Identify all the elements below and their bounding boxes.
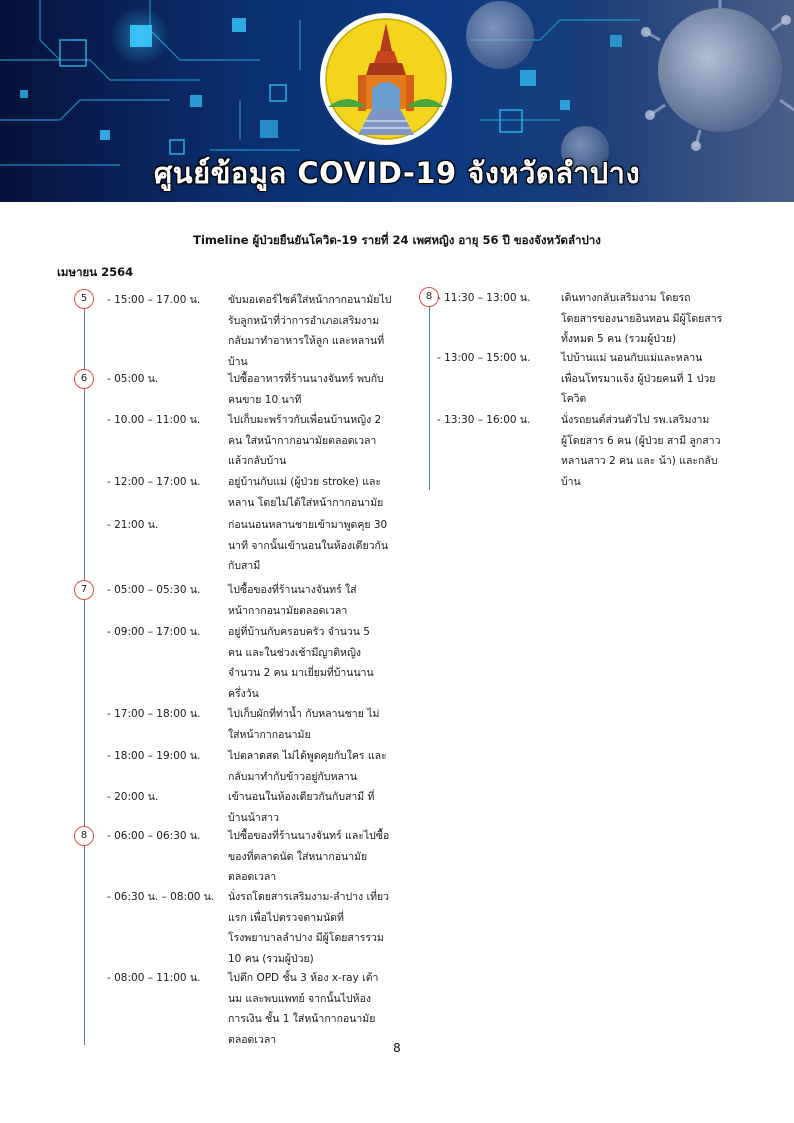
description-line: จำนวน 2 คน มาเยี่ยมที่บ้านนาน (228, 667, 374, 680)
day-marker-7: 7 (74, 580, 94, 600)
entry-description (228, 746, 398, 787)
description-line: อยู่ที่บ้านกับครอบครัว จำนวน 5 (228, 626, 370, 638)
entry-description (228, 826, 398, 888)
description-line: นม และพบแพทย์ จากนั้นไปห้อง (228, 992, 372, 1005)
description-line: ไปซื้อของที่ร้านนางจันทร์ ใส่ (228, 584, 357, 596)
description-line: นาที จากนั้นเข้านอนในห้องเดียวกัน (228, 539, 389, 552)
entry-time: - 05:00 – 05:30 น. (107, 584, 201, 596)
entry-time: - 13:30 – 16:00 น. (437, 414, 531, 426)
description-line: การเงิน ชั้น 1 ใส่หน้ากากอนามัย (228, 1013, 376, 1026)
description-line: หลานสาว 2 คน และ น้า) และกลับ (561, 455, 718, 468)
entry-time: - 21:00 น. (107, 519, 159, 531)
description-line: ไปเก็บผักที่ท่าน้ำ กับหลานชาย ไม่ (228, 708, 380, 720)
description-line: แล้วกลับบ้าน (228, 455, 287, 468)
day-marker-8: 8 (74, 826, 94, 846)
entry-time: - 05:00 น. (107, 373, 159, 385)
left-timeline-line (84, 300, 85, 1045)
description-line: ขับมอเตอร์ไซค์ใส่หน้ากากอนามัยไป (228, 294, 392, 306)
description-line: แรก เพื่อไปตรวจตามนัดที่ (228, 911, 344, 924)
entry-description (228, 410, 398, 472)
description-line: เดินทางกลับเสริมงาม โดยรถ (561, 292, 691, 304)
description-line: รับลูกหน้าที่ว่าการอำเภอเสริมงาม (228, 314, 380, 327)
entry-description (561, 410, 736, 492)
description-line: ไปซื้ออาหารที่ร้านนางจันทร์ พบกับ (228, 373, 384, 385)
description-line: ตลอดเวลา (228, 1033, 277, 1046)
entry-description (228, 580, 398, 621)
entry-time: - 06:00 – 06:30 น. (107, 830, 201, 842)
entry-time: - 13:00 – 15:00 น. (437, 352, 531, 364)
description-line: คน ใส่หน้ากากอนามัยตลอดเวลา (228, 434, 377, 447)
entry-time: - 06:30 น. – 08:00 น. (107, 891, 215, 903)
description-line: โรงพยาบาลลำปาง มีผู้โดยสารรวม (228, 932, 384, 945)
description-line: ใส่หน้ากากอนามัย (228, 728, 311, 741)
entry-description (228, 968, 398, 1050)
entry-description (228, 369, 398, 410)
entry-time: - 11:30 – 13:00 น. (437, 292, 531, 304)
day-marker-8-right: 8 (419, 287, 439, 307)
description-line: บ้าน (561, 475, 581, 488)
description-line: กลับมาทำอาหารให้ลูก และหลานที่ (228, 335, 385, 348)
entry-description (228, 290, 398, 372)
description-line: บ้าน (228, 355, 248, 368)
document-title: Timeline ผู้ป่วยยืนยันโควิด-19 รายที่ 24 เพศหญิง อายุ 56 ปี ของจังหวัดลำปาง (193, 233, 601, 247)
description-line: นั่งรถโดยสารเสริมงาม-ลำปาง เที่ยว (228, 891, 390, 903)
description-line: ไปตลาดสด ไม่ได้พูดคุยกับใคร และ (228, 750, 387, 762)
description-line: ไปเก็บมะพร้าวกับเพื่อนบ้านหญิง 2 (228, 414, 382, 426)
description-line: ไปบ้านแม่ นอนกับแม่และหลาน (561, 352, 703, 364)
entry-description (228, 887, 398, 969)
description-line: เพื่อนโทรมาแจ้ง ผู้ป่วยคนที่ 1 ป่วย (561, 372, 716, 385)
right-timeline-line (429, 300, 430, 490)
entry-time: - 17:00 – 18:00 น. (107, 708, 201, 720)
page-number: 8 (393, 1041, 401, 1055)
entry-description (228, 787, 398, 828)
description-line: คนขาย 10 นาที (228, 393, 302, 406)
description-line: ไปตึก OPD ชั้น 3 ห้อง x-ray เต้า (228, 972, 379, 984)
description-line: ครึ่งวัน (228, 687, 259, 700)
description-line: หน้ากากอนามัยตลอดเวลา (228, 604, 348, 617)
entry-time: - 15:00 – 17.00 น. (107, 294, 201, 306)
description-line: นั่งรถยนต์ส่วนตัวไป รพ.เสริมงาม (561, 414, 710, 426)
description-line: คน และในช่วงเช้ามีญาติหญิง (228, 646, 362, 659)
entry-description (561, 348, 736, 410)
description-line: ของที่ตลาดนัด ใส่หนากอนามัย (228, 850, 368, 863)
entry-description (228, 515, 398, 577)
entry-time: - 12:00 – 17:00 น. (107, 476, 201, 488)
description-line: ทั้งหมด 5 คน (รวมผู้ป่วย) (561, 333, 677, 346)
description-line: กับสามี (228, 560, 261, 573)
description-line: ไปซื้อของที่ร้านนางจันทร์ และไปซื้อ (228, 830, 390, 842)
banner-title: ศูนย์ข้อมูล COVID-19 จังหวัดลำปาง (153, 156, 641, 190)
entry-description (228, 622, 398, 704)
description-line: โดยสารของนายอินทอน มีผู้โดยสาร (561, 312, 723, 325)
day-marker-6: 6 (74, 369, 94, 389)
description-line: ตลอดเวลา (228, 871, 277, 884)
entry-time: - 18:00 – 19:00 น. (107, 750, 201, 762)
entry-time: - 08:00 – 11:00 น. (107, 972, 201, 984)
description-line: เข้านอนในห้องเดียวกันกับสามี ที่ (228, 791, 375, 803)
description-line: 10 คน (รวมผู้ป่วย) (228, 952, 314, 965)
virus-illustration (466, 0, 794, 174)
description-line: บ้านน้าสาว (228, 811, 280, 824)
entry-time: - 09:00 – 17:00 น. (107, 626, 201, 638)
header-banner (0, 0, 794, 202)
entry-time: - 20:00 น. (107, 791, 159, 803)
entry-time: - 10.00 – 11:00 น. (107, 414, 201, 426)
description-line: หลาน โดยไม่ได้ใส่หน้ากากอนามัย (228, 496, 384, 509)
description-line: ผู้โดยสาร 6 คน (ผู้ป่วย สามี ลูกสาว (561, 434, 721, 447)
description-line: อยู่บ้านกับแม่ (ผู้ป่วย stroke) และ (228, 476, 382, 488)
month-heading: เมษายน 2564 (57, 265, 134, 279)
description-line: โควิด (561, 393, 587, 406)
entry-description (228, 704, 398, 745)
day-marker-5: 5 (74, 289, 94, 309)
description-line: ก่อนนอนหลานชายเข้ามาพูดคุย 30 (228, 519, 388, 531)
entry-description (561, 288, 736, 350)
lampang-seal-icon (318, 11, 454, 147)
entry-description (228, 472, 398, 513)
description-line: กลับมาทำกับข้าวอยู่กับหลาน (228, 770, 357, 783)
